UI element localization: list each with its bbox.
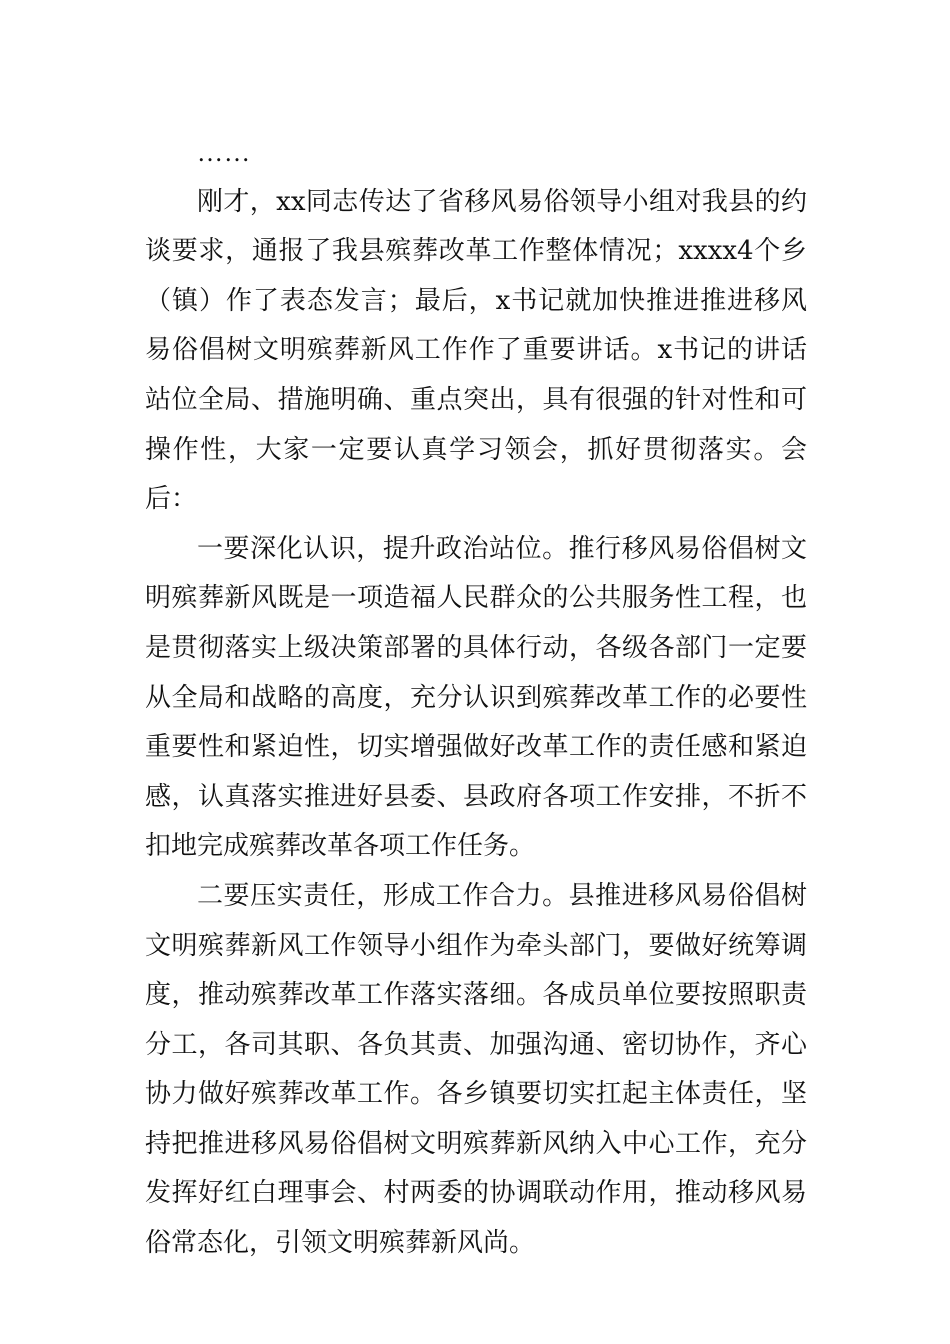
body-text xyxy=(145,128,807,1269)
paragraph-deepen-understanding: 一要深化认识，提升政治站位。推行移风易俗倡树文明殡葬新风既是一项造福人民群众的公共服务性工程，也是贯彻落实上级决策部署的具体行动，各级各部门一定要从全局和战略的高度，充分认识到殡葬改革工作的必要性重要性和紧迫性，切实增强做好改革工作的责任感和紧迫感，认真落实推进好县委、县政府各项工作安排，不折不扣地完成殡葬改革各项工作任务。 xyxy=(145,533,807,862)
paragraph-consolidate-responsibility: 二要压实责任，形成工作合力。县推进移风易俗倡树文明殡葬新风工作领导小组作为牵头部门，要做好统筹调度，推动殡葬改革工作落实落细。各成员单位要按照职责分工，各司其职、各负其责、加强沟通、密切协作，齐心协力做好殡葬改革工作。各乡镇要切实扛起主体责任，坚持把推进移风易俗倡树文明殡葬新风纳入中心工作，充分发挥好红白理事会、村两委的协调联动作用，推动移风易俗常态化，引领文明殡葬新风尚。 xyxy=(145,880,807,1259)
ellipsis-line: …… xyxy=(197,138,251,167)
paragraph-meeting-summary: 刚才，xx同志传达了省移风易俗领导小组对我县的约谈要求，通报了我县殡葬改革工作整体情况；xxxx4个乡（镇）作了表态发言；最后，x书记就加快推进推进移风易俗倡树文明殡葬新风工作作了重要讲话。x书记的讲话站位全局、措施明确、重点突出，具有很强的针对性和可操作性，大家一定要认真学习领会，抓好贯彻落实。会后： xyxy=(145,186,807,515)
